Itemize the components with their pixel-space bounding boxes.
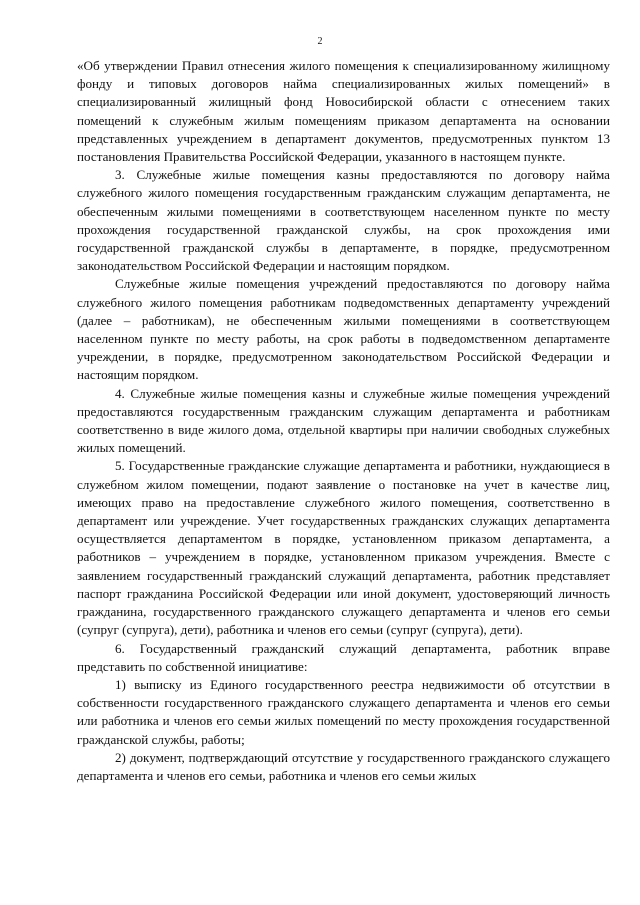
paragraph-clause-6-item-1: 1) выписку из Единого государственного реестра недвижимости об отсутствии в собственности государственного гражданского служащего департамента и членов его семьи или работника и членов его семьи жилых помещений по месту прохождения государственной гражданской службы, работы;: [77, 676, 610, 747]
paragraph-clause-6: 6. Государственный гражданский служащий департамента, работник вправе представить по собственной инициативе:: [77, 640, 610, 674]
paragraph-continuation: «Об утверждении Правил отнесения жилого помещения к специализированному жилищному фонду и типовых договоров найма специализированных жилых помещений» в специализированный жилищный фонд Новосибирской области с отнесением таких помещений к служебным жилым помещениям приказом департамента на основании представленных учреждением в департамент документов, предусмотренных пунктом 13 постановления Правительства Российской Федерации, указанного в настоящем пункте.: [77, 58, 610, 165]
paragraph-clause-3-institutions: Служебные жилые помещения учреждений предоставляются по договору найма служебного жилого помещения работникам подведомственных департаменту учреждений (далее – работникам), не обеспеченным жилыми помещениями в соответствующем населенном пункте по месту работы, на срок работы в подведомственном департаменте учреждении, в порядке, предусмотренном законодательством Российской Федерации и настоящим порядком.: [77, 276, 610, 383]
page-number: 2: [317, 36, 323, 47]
paragraph-clause-3: 3. Служебные жилые помещения казны предоставляются по договору найма служебного жилого помещения государственным гражданским служащим департамента, не обеспеченным жилыми помещениями в соответствующем населенном пункте по месту прохождения государственной гражданской службы, на срок прохождения ими государственной гражданской службы в департаменте, в порядке, предусмотренном законодательством Российской Федерации и настоящим порядком.: [77, 167, 610, 274]
paragraph-clause-6-item-2: 2) документ, подтверждающий отсутствие у государственного гражданского служащего департамента и членов его семьи, работника и членов его семьи жилых: [77, 749, 610, 783]
paragraph-clause-5: 5. Государственные гражданские служащие департамента и работники, нуждающиеся в служебном жилом помещении, подают заявление о постановке на учет в качестве лиц, имеющих право на предоставление служебного жилого помещения, соответственно в департамент или учреждение. Учет государственных гражданских служащих департамента осуществляется департаментом в порядке, установленном приказом департамента, а работников – учреждением в порядке, установленном приказом учреждения. Вместе с заявлением государственный гражданский служащий департамента, работник представляет паспорт гражданина Российской Федерации или иной документ, удостоверяющий личность гражданина, государственного гражданского служащего департамента и членов его семьи (супруг (супруга), дети), работника и членов его семьи (супруг (супруга), дети).: [77, 458, 610, 638]
paragraph-clause-4: 4. Служебные жилые помещения казны и служебные жилые помещения учреждений предоставляются государственным гражданским служащим департамента и работникам соответственно в виде жилого дома, отдельной квартиры при наличии свободных служебных жилых помещений.: [77, 385, 610, 456]
document-body: [77, 57, 610, 785]
